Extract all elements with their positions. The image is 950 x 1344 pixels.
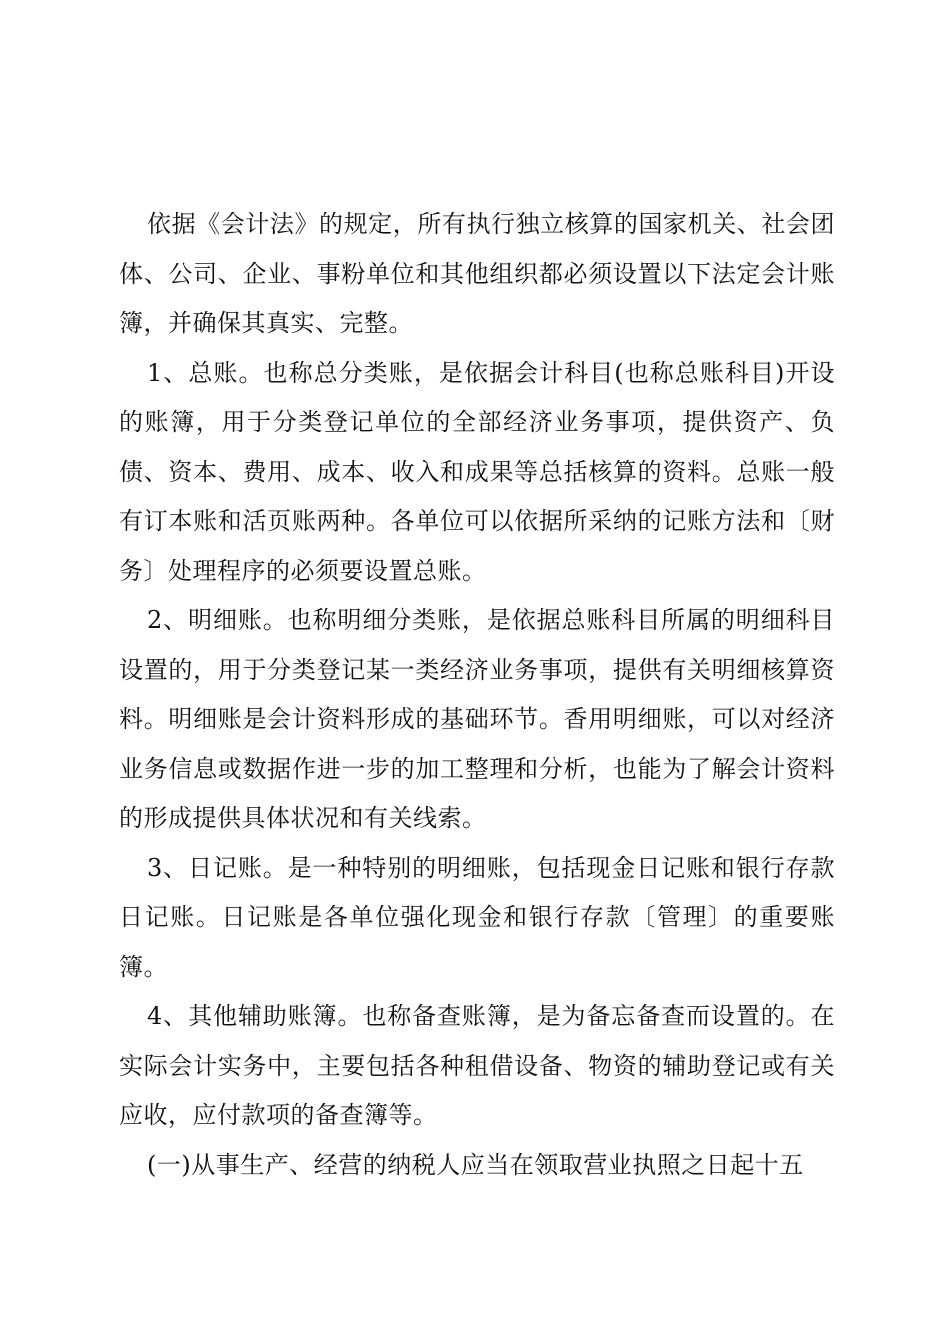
paragraph-auxiliary-books: 4、其他辅助账簿。也称备查账簿，是为备忘备查而设置的。在实际会计实务中，主要包括各种租借设备、物资的辅助登记或有关应收，应付款项的备查簿等。 bbox=[119, 1002, 835, 1129]
paragraph-general-ledger: 1、总账。也称总分类账，是依据会计科目(也称总账科目)开设的账簿，用于分类登记单位的全部经济业务事项，提供资产、负债、资本、费用、成本、收入和成果等总括核算的资料。总账一般有订本账和活页账两种。各单位可以依据所采纳的记账方法和〔财务〕处理程序的必须要设置总账。 bbox=[119, 358, 835, 585]
paragraph-intro: 依据《会计法》的规定，所有执行独立核算的国家机关、社会团体、公司、企业、事粉单位和其他组织都必须设置以下法定会计账簿，并确保其真实、完整。 bbox=[119, 210, 835, 337]
paragraph-tax-registration: (一)从事生产、经营的纳税人应当在领取营业执照之日起十五 bbox=[147, 1150, 804, 1179]
paragraph-subsidiary-ledger: 2、明细账。也称明细分类账，是依据总账科目所属的明细科目设置的，用于分类登记某一类经济业务事项，提供有关明细核算资料。明细账是会计资料形成的基础环节。香用明细账，可以对经济业务信息或数据作进一步的加工整理和分析，也能为了解会计资料的形成提供具体状况和有关线索。 bbox=[119, 606, 835, 832]
paragraph-journal: 3、日记账。是一种特别的明细账，包括现金日记账和银行存款日记账。日记账是各单位强化现金和银行存款〔管理〕的重要账簿。 bbox=[119, 853, 835, 981]
document-body bbox=[119, 200, 835, 1190]
